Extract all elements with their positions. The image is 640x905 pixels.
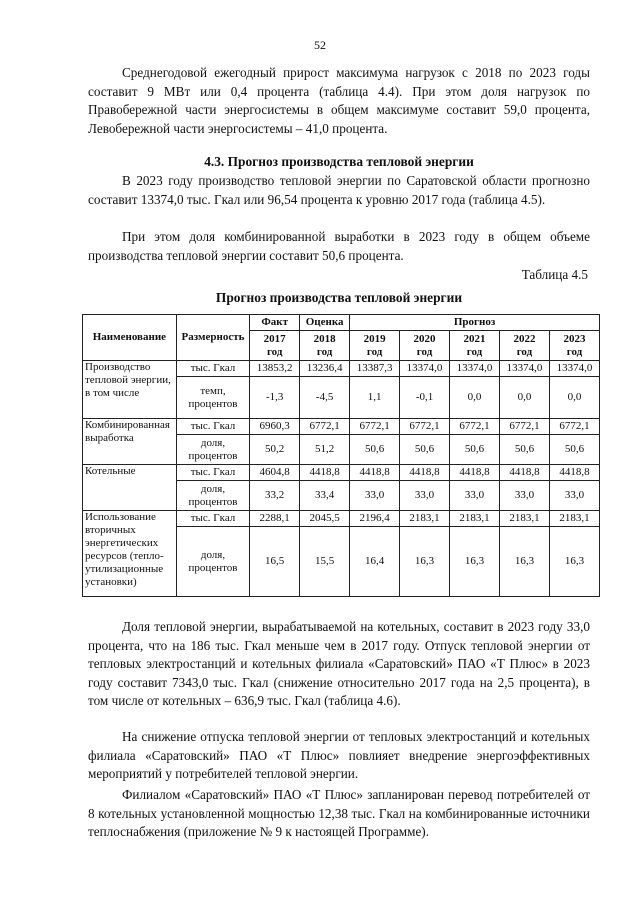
- table-cell: 50,6: [350, 435, 400, 465]
- row-unit: доля, процентов: [176, 435, 249, 465]
- table-cell: 2183,1: [499, 511, 549, 527]
- year-suffix: год: [566, 345, 583, 358]
- year-value: 2017: [263, 332, 286, 345]
- table-cell: 13236,4: [300, 361, 350, 377]
- year-header: [499, 331, 549, 361]
- table-row: [83, 511, 600, 527]
- table-title: Прогноз производства тепловой энергии: [215, 290, 463, 305]
- table-cell: 2183,1: [450, 511, 500, 527]
- row-unit: тыс. Гкал: [176, 465, 249, 481]
- table-cell: 50,6: [450, 435, 500, 465]
- table-body: [83, 361, 600, 597]
- table-cell: 2183,1: [549, 511, 599, 527]
- table-cell: 6960,3: [250, 419, 300, 435]
- row-name: Комбинированная выработка: [83, 419, 177, 465]
- table-cell: 33,0: [499, 481, 549, 511]
- table-cell: 33,0: [450, 481, 500, 511]
- table-cell: 13374,0: [400, 361, 450, 377]
- row-name: Котельные: [83, 465, 177, 511]
- row-name: Производство тепловой энергии, в том числе: [83, 361, 177, 419]
- table-cell: 0,0: [499, 377, 549, 419]
- row-name: Использование вторичных энергетических ресурсов (тепло-утилизационные установки): [83, 511, 177, 597]
- header-fact: Факт: [250, 315, 300, 331]
- header-forecast: Прогноз: [350, 315, 600, 331]
- year-header: [400, 331, 450, 361]
- year-header: [300, 331, 350, 361]
- table-cell: 4418,8: [400, 465, 450, 481]
- year-value: 2020: [413, 332, 436, 345]
- paragraph-transfer: Филиалом «Саратовский» ПАО «Т Плюс» запланирован перевод потребителей от 8 котельных установленной мощностью 12,38 тыс. Гкал на комбинированные источники теплоснабжения (приложение № 9 к настоящей Программе).: [88, 787, 590, 840]
- header-name: Наименование: [83, 315, 177, 361]
- row-unit: тыс. Гкал: [176, 511, 249, 527]
- table-cell: 2045,5: [300, 511, 350, 527]
- table-cell: 33,0: [549, 481, 599, 511]
- year-suffix: год: [266, 345, 283, 358]
- table-cell: 15,5: [300, 527, 350, 597]
- table-cell: 2288,1: [250, 511, 300, 527]
- page-number: 52: [314, 38, 326, 52]
- table-cell: 13374,0: [450, 361, 500, 377]
- table-cell: 4418,8: [350, 465, 400, 481]
- row-unit: доля, процентов: [176, 527, 249, 597]
- year-value: 2021: [463, 332, 486, 345]
- year-suffix: год: [366, 345, 383, 358]
- table-cell: -4,5: [300, 377, 350, 419]
- header-unit: Размерность: [176, 315, 249, 361]
- table-cell: 16,3: [450, 527, 500, 597]
- table-cell: 16,3: [499, 527, 549, 597]
- row-unit: тыс. Гкал: [176, 361, 249, 377]
- year-header: [350, 331, 400, 361]
- year-value: 2018: [313, 332, 336, 345]
- table-cell: 50,6: [499, 435, 549, 465]
- forecast-table: [82, 314, 600, 597]
- table-cell: 50,6: [400, 435, 450, 465]
- year-header: [549, 331, 599, 361]
- table-cell: 51,2: [300, 435, 350, 465]
- table-cell: 6772,1: [300, 419, 350, 435]
- table-cell: 1,1: [350, 377, 400, 419]
- table-cell: 6772,1: [350, 419, 400, 435]
- paragraph-combined-share: При этом доля комбинированной выработки в 2023 году в общем объеме производства тепловой энергии составит 50,6 процента.: [88, 229, 590, 263]
- table-cell: 33,0: [350, 481, 400, 511]
- table-row: [83, 465, 600, 481]
- table-cell: 16,4: [350, 527, 400, 597]
- table-cell: 13374,0: [499, 361, 549, 377]
- table-cell: 33,0: [400, 481, 450, 511]
- table-cell: 4418,8: [300, 465, 350, 481]
- year-value: 2019: [363, 332, 386, 345]
- year-header: [250, 331, 300, 361]
- table-cell: 6772,1: [549, 419, 599, 435]
- table-cell: 16,3: [549, 527, 599, 597]
- year-header: [450, 331, 500, 361]
- year-value: 2022: [513, 332, 536, 345]
- table-cell: 50,2: [250, 435, 300, 465]
- table-row: [83, 361, 600, 377]
- header-estimate: Оценка: [300, 315, 350, 331]
- table-row: [83, 419, 600, 435]
- paragraph-heat-production: В 2023 году производство тепловой энергии по Саратовской области прогнозно составит 13374,0 тыс. Гкал или 96,54 процента к уровню 2017 года (таблица 4.5).: [88, 173, 590, 207]
- table-cell: 13853,2: [250, 361, 300, 377]
- table-cell: 16,5: [250, 527, 300, 597]
- paragraph-reduction: На снижение отпуска тепловой энергии от тепловых электростанций и котельных филиала «Саратовский» ПАО «Т Плюс» повлияет внедрение энергоэффективных мероприятий у потребителей тепловой энергии.: [88, 729, 590, 782]
- table-cell: -1,3: [250, 377, 300, 419]
- table-cell: 4604,8: [250, 465, 300, 481]
- paragraph-boiler-share: Доля тепловой энергии, вырабатываемой на котельных, составит в 2023 году 33,0 процента, что на 186 тыс. Гкал меньше чем в 2017 году. Отпуск тепловой энергии от тепловых электростанций и котельных филиала «Саратовский» ПАО «Т Плюс» в 2023 году составит 7343,0 тыс. Гкал (снижение относительно 2017 года на 2,5 процента), в том числе от котельных – 636,9 тыс. Гкал (таблица 4.6).: [88, 619, 590, 709]
- year-suffix: год: [466, 345, 483, 358]
- table-cell: 33,4: [300, 481, 350, 511]
- table-cell: 6772,1: [499, 419, 549, 435]
- table-cell: 0,0: [450, 377, 500, 419]
- year-suffix: год: [516, 345, 533, 358]
- table-cell: 13387,3: [350, 361, 400, 377]
- table-cell: 50,6: [549, 435, 599, 465]
- section-heading: 4.3. Прогноз производства тепловой энергии: [204, 154, 474, 169]
- table-cell: 4418,8: [549, 465, 599, 481]
- table-cell: 2183,1: [400, 511, 450, 527]
- table-cell: 2196,4: [350, 511, 400, 527]
- table-cell: 16,3: [400, 527, 450, 597]
- table-cell: -0,1: [400, 377, 450, 419]
- table-cell: 4418,8: [499, 465, 549, 481]
- paragraph-load-growth: Среднегодовой ежегодный прирост максимума нагрузок с 2018 по 2023 годы составит 9 МВт или 0,4 процента (таблица 4.4). При этом доля нагрузок по Правобережной части энергосистемы в общем максимуме составит 59,0 процента, Левобережной части энергосистемы – 41,0 процента.: [88, 65, 590, 136]
- table-cell: 13374,0: [549, 361, 599, 377]
- table-number: Таблица 4.5: [521, 267, 588, 282]
- row-unit: доля, процентов: [176, 481, 249, 511]
- row-unit: темп, процентов: [176, 377, 249, 419]
- year-suffix: год: [316, 345, 333, 358]
- row-unit: тыс. Гкал: [176, 419, 249, 435]
- table-cell: 6772,1: [450, 419, 500, 435]
- year-suffix: год: [416, 345, 433, 358]
- table-cell: 4418,8: [450, 465, 500, 481]
- table-cell: 6772,1: [400, 419, 450, 435]
- year-value: 2023: [563, 332, 586, 345]
- table-cell: 33,2: [250, 481, 300, 511]
- table-cell: 0,0: [549, 377, 599, 419]
